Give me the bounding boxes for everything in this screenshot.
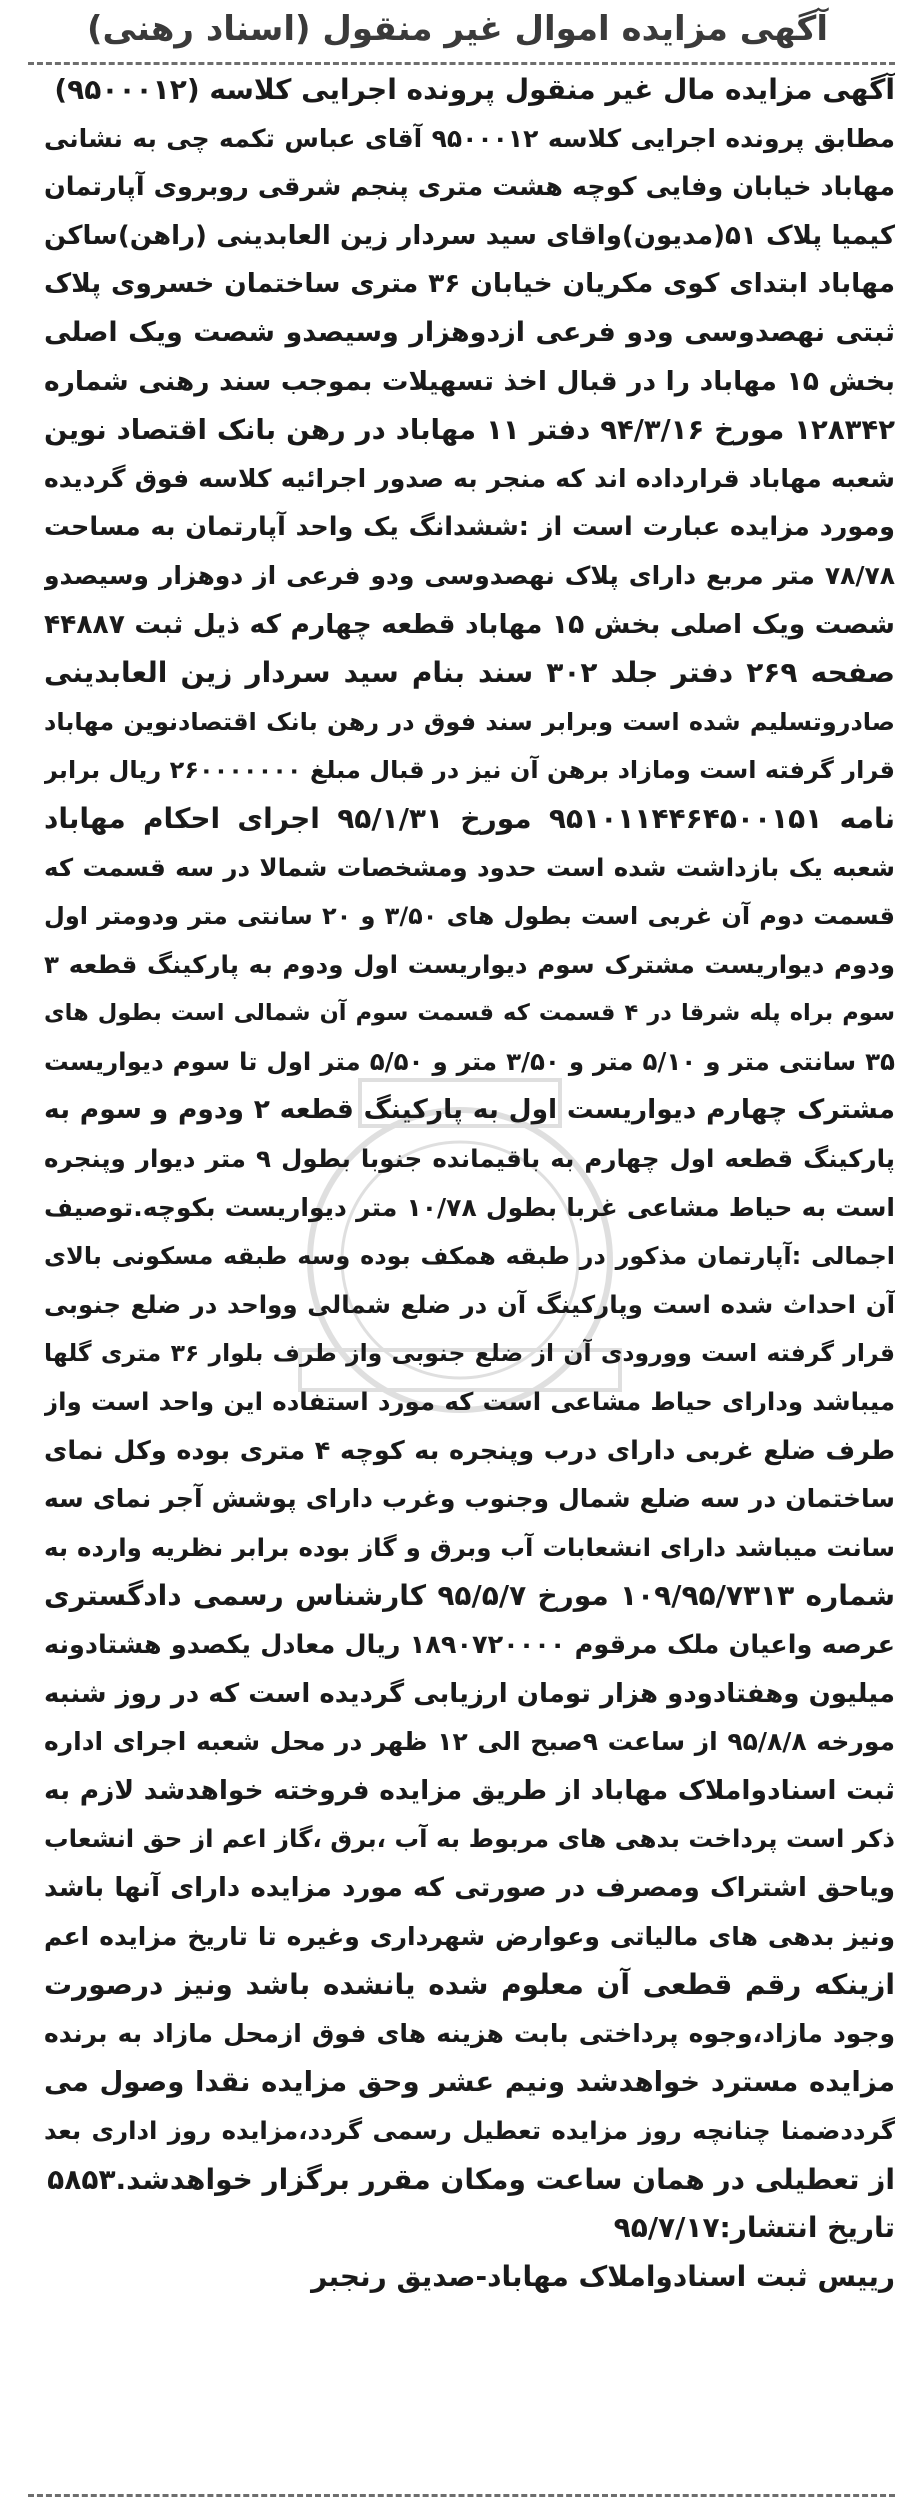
notice-line: وجود مازاد،وجوه پرداختی بابت هزینه های فوق ازمحل مازاد به برنده [44, 2018, 895, 2048]
notice-line: نامه ۹۵۱۰۱۱۴۴۶۴۵۰۰۱۵۱ مورخ ۹۵/۱/۳۱ اجرای احکام مهاباد [44, 801, 895, 835]
notice-line: صادروتسلیم شده است وبرابر سند فوق در رهن بانک اقتصادنوین مهاباد [44, 707, 895, 736]
notice-line: اجمالی :آپارتمان مذکور در طبقه همکف بوده وسه طبقه مسکونی بالای [44, 1242, 895, 1271]
notice-line: سوم براه پله شرقا در ۴ قسمت که قسمت سوم آن شمالی است بطول های [44, 1000, 895, 1027]
notice-line: ساختمان در سه ضلع شمال وجنوب وغرب دارای پوشش آجر نمای سه [44, 1484, 895, 1514]
notice-line: ونیز بدهی های مالیاتی وعوارض شهرداری وغیره تا تاریخ مزایده اعم [44, 1921, 895, 1951]
notice-line: مزایده مسترد خواهدشد ونیم عشر وحق مزایده نقدا وصول می [44, 2066, 895, 2099]
notice-line: قرار گرفته است وورودی آن از ضلع جنوبی واز طرف بلوار ۳۶ متری گلها [44, 1339, 895, 1368]
notice-line: شماره ۱۰۹/۹۵/۷۳۱۳ مورخ ۹۵/۵/۷ کارشناس رسمی دادگستری [44, 1579, 895, 1613]
notice-line: تاریخ انتشار:۹۵/۷/۱۷ [613, 2211, 895, 2245]
notice-line: شعبه مهاباد قرارداده اند که منجر به صدور اجرائیه کلاسه فوق گردیده [44, 463, 895, 493]
notice-line: ذکر است پرداخت بدهی های مربوط به آب ،برق ،گاز اعم از حق انشعاب [44, 1824, 895, 1854]
notice-line: ودوم دیواریست مشترک سوم دیواریست اول ودوم به پارکینگ قطعه ۳ [44, 949, 895, 979]
notice-line: کیمیا پلاک ۵۱(مدیون)واقای سید سردار زین العابدینی (راهن)ساکن [44, 220, 895, 251]
notice-title: آگهی مزایده اموال غیر منقول (اسناد رهنی) [87, 9, 828, 49]
notice-line: ومورد مزایده عبارت است از :ششدانگ یک واحد آپارتمان به مساحت [44, 512, 895, 543]
notice-line: قرار گرفته است ومازاد برهن آن نیز در قبال مبلغ ۲۶۰۰۰۰۰۰۰ ریال برابر [44, 756, 895, 785]
notice-line: آگهی مزایده مال غیر منقول پرونده اجرایی کلاسه (۹۵۰۰۰۱۲) [54, 73, 895, 106]
notice-line: شعبه یک بازداشت شده است حدود ومشخصات شمالا در سه قسمت که [44, 852, 895, 882]
notice-line: صفحه ۲۶۹ دفتر جلد ۳۰۲ سند بنام سید سردار زین العابدینی [44, 656, 895, 690]
notice-line: میلیون وهفتادودو هزار تومان ارزیابی گردیده است که در روز شنبه [44, 1678, 895, 1709]
notice-line: ویاحق اشتراک ومصرف در صورتی که مورد مزایده دارای آنها باشد [44, 1872, 895, 1903]
notice-line: رییس ثبت اسنادواملاک مهاباد-صدیق رنجبر [311, 2259, 895, 2293]
notice-line: مهاباد خیابان وفایی کوچه هشت متری پنجم شرقی روبروی آپارتمان [44, 172, 895, 203]
notice-line: از تعطیلی در همان ساعت ومکان مقرر برگزار خواهدشد.۵۸۵۳ [47, 2162, 895, 2196]
notice-line: عرصه واعیان ملک مرقوم ۱۸۹۰۷۲۰۰۰۰ ریال معادل یکصدو هشتادونه [44, 1630, 895, 1660]
notice-line: پارکینگ قطعه اول چهارم به باقیمانده جنوبا بطول ۹ متر دیوار وپنجره [44, 1144, 895, 1174]
notice-line: گرددضمنا چنانچه روز مزایده تعطیل رسمی گردد،مزایده روز اداری بعد [44, 2115, 895, 2145]
notice-line: سانت میباشد دارای انشعابات آب وبرق و گاز بوده برابر نظریه وارده به [44, 1532, 895, 1562]
notice-line: طرف ضلع غربی دارای درب وپنجره به کوچه ۴ متری بوده وکل نمای [44, 1435, 895, 1466]
notice-line: آن احداث شده است وپارکینگ آن در ضلع شمالی وواحد در ضلع جنوبی [44, 1289, 895, 1319]
notice-line: ثبت اسنادواملاک مهاباد از طریق مزایده فروخته خواهدشد لازم به [44, 1774, 895, 1806]
notice-line: ۷۸/۷۸ متر مربع دارای پلاک نهصدوسی ودو فرعی از دوهزار وسیصدو [44, 560, 895, 590]
notice-line: میباشد ودارای حیاط مشاعی است که مورد استفاده این واحد است واز [44, 1387, 895, 1417]
top-divider [28, 62, 895, 65]
notice-line: مشترک چهارم دیواریست اول به پارکینگ قطعه ۲ ودوم و سوم به [44, 1094, 895, 1126]
notice-line: ۱۲۸۳۴۲ مورخ ۹۴/۳/۱۶ دفتر ۱۱ مهاباد در رهن بانک اقتصاد نوین [44, 414, 895, 447]
notice-line: مهاباد ابتدای کوی مکریان خیابان ۳۶ متری ساختمان خسروی پلاک [44, 268, 895, 300]
notice-line: مورخه ۹۵/۸/۸ از ساعت ۹صبح الی ۱۲ ظهر در محل شعبه اجرای اداره [44, 1727, 895, 1757]
notice-line: بخش ۱۵ مهاباد را در قبال اخذ تسهیلات بموجب سند رهنی شماره [44, 365, 895, 397]
notice-line: ۳۵ سانتی متر و ۵/۱۰ متر و ۳/۵۰ متر و ۵/۵۰ متر اول تا سوم دیواریست [44, 1046, 895, 1076]
notice-body [44, 66, 895, 2301]
notice-header [0, 0, 915, 58]
notice-line: مطابق پرونده اجرایی کلاسه ۹۵۰۰۰۱۲ آقای عباس تکمه چی به نشانی [44, 123, 895, 153]
notice-line: ازینکه رقم قطعی آن معلوم شده یانشده باشد ونیز درصورت [44, 1968, 895, 2002]
notice-line: است به حیاط مشاعی غربا بطول ۱۰/۷۸ متر دیواریست بکوچه.توصیف [44, 1192, 895, 1222]
notice-line: قسمت دوم آن غربی است بطول های ۳/۵۰ و ۲۰ سانتی متر ودومتر اول [44, 902, 895, 931]
notice-line: شصت ویک اصلی بخش ۱۵ مهاباد قطعه چهارم که ذیل ثبت ۴۴۸۸۷ [44, 608, 895, 640]
bottom-divider [28, 2494, 895, 2497]
notice-line: ثبتی نهصدوسی ودو فرعی ازدوهزار وسیصدو شصت ویک اصلی [44, 316, 895, 348]
